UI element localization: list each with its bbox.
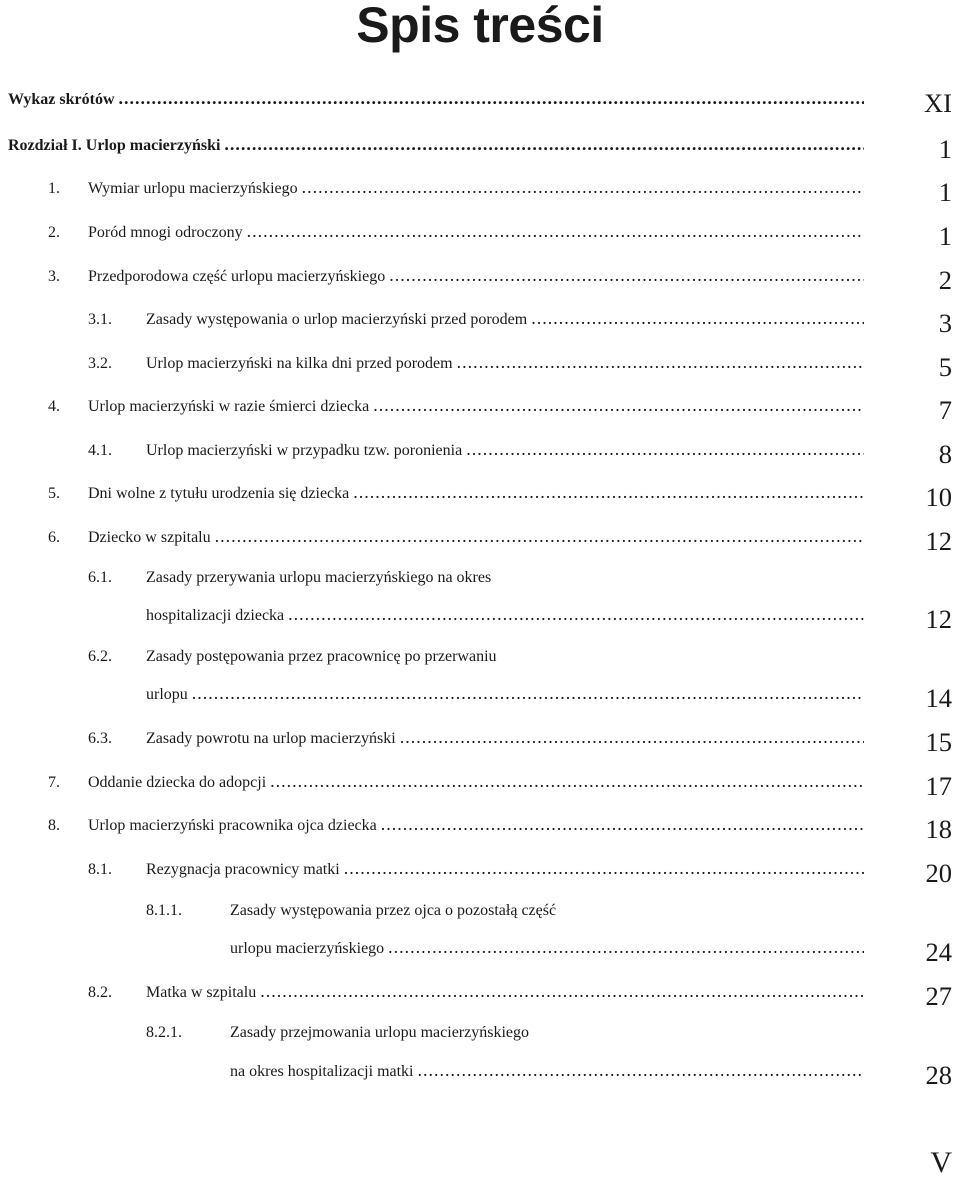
toc-entry-number: 6.2. <box>88 648 112 665</box>
toc-page-number: 1 <box>938 134 952 164</box>
toc-entry-number: 1. <box>48 180 60 197</box>
toc-entry-number: 7. <box>48 774 60 791</box>
toc-entry-title: urlopu <box>146 686 188 703</box>
toc-entry-number: 5. <box>48 485 60 502</box>
toc-entry-number: 3. <box>48 268 60 285</box>
toc-entry[interactable] <box>88 648 864 682</box>
toc-entry-number: 8.1. <box>88 861 112 878</box>
toc-entry-title: Urlop macierzyński w razie śmierci dziecka <box>88 398 370 415</box>
toc-page-number: 1 <box>938 221 952 251</box>
toc-page-number: 10 <box>925 482 952 512</box>
toc-page-number: 15 <box>925 727 952 757</box>
toc-entry-title: Rozdział I. Urlop macierzyński <box>8 137 221 154</box>
toc-entry[interactable] <box>146 1024 864 1058</box>
toc-page-number: 24 <box>925 937 952 967</box>
toc-page-number: 28 <box>925 1060 952 1090</box>
toc-page-number: XI <box>924 88 952 118</box>
toc-entry-title: Zasady występowania przez ojca o pozostałą część <box>230 902 557 919</box>
toc-entry-title: Rezygnacja pracownicy matki <box>146 861 340 878</box>
toc-entry-number: 6. <box>48 529 60 546</box>
toc-page-number: 2 <box>938 265 952 295</box>
toc-entry-title: Zasady powrotu na urlop macierzyński <box>146 730 396 747</box>
toc-entry-title: Poród mnogi odroczony <box>88 224 243 241</box>
toc-entry-title: Urlop macierzyński na kilka dni przed porodem <box>146 355 453 372</box>
toc-entry-title: na okres hospitalizacji matki <box>230 1063 414 1080</box>
toc-entry-number: 4.1. <box>88 442 112 459</box>
toc-entry[interactable] <box>88 569 864 603</box>
toc-page-number: 27 <box>925 981 952 1011</box>
toc-page-number: 3 <box>938 308 952 338</box>
toc-entry-title: Zasady występowania o urlop macierzyński przed porodem <box>146 311 528 328</box>
toc-entry-title: Oddanie dziecka do adopcji <box>88 774 267 791</box>
toc-entry-title: Urlop macierzyński w przypadku tzw. poronienia <box>146 442 463 459</box>
toc-entry-number: 2. <box>48 224 60 241</box>
toc-entry-number: 8.2.1. <box>146 1024 182 1041</box>
toc-page-number: 14 <box>925 683 952 713</box>
toc-page-number: 12 <box>925 526 952 556</box>
toc-entry-title: urlopu macierzyńskiego <box>230 940 385 957</box>
toc-entry-title: Zasady przejmowania urlopu macierzyńskiego <box>230 1024 529 1041</box>
toc-entry-title: Dziecko w szpitalu <box>88 529 211 546</box>
toc-entry-number: 4. <box>48 398 60 415</box>
toc-page-number: 18 <box>925 814 952 844</box>
toc-entry-title: Dni wolne z tytułu urodzenia się dziecka <box>88 485 350 502</box>
toc-page-number: 12 <box>925 604 952 634</box>
toc-page-number: 20 <box>925 858 952 888</box>
toc-page-number: 1 <box>938 177 952 207</box>
toc-entry-title: Przedporodowa część urlopu macierzyńskiego <box>88 268 386 285</box>
toc-entry-number: 6.3. <box>88 730 112 747</box>
toc-entry-title: Zasady postępowania przez pracownicę po przerwaniu <box>146 648 497 665</box>
toc-entry-number: 8.1.1. <box>146 902 182 919</box>
toc-entry-title: Urlop macierzyński pracownika ojca dziecka <box>88 817 377 834</box>
toc-entry-title: Matka w szpitalu <box>146 984 257 1001</box>
toc-page-number: 17 <box>925 771 952 801</box>
toc-entry-number: 8.2. <box>88 984 112 1001</box>
toc-entry-number: 3.1. <box>88 311 112 328</box>
toc-entry-title: hospitalizacji dziecka <box>146 607 285 624</box>
toc-page-number: 8 <box>938 439 952 469</box>
toc-page-number: 7 <box>938 395 952 425</box>
toc-entry-title: Zasady przerywania urlopu macierzyńskiego na okres <box>146 569 492 586</box>
toc-entry-number: 8. <box>48 817 60 834</box>
toc-entry-title: Wymiar urlopu macierzyńskiego <box>88 180 298 197</box>
page-folio-number: V <box>930 1146 952 1179</box>
toc-page-number: 5 <box>938 352 952 382</box>
toc-entry-number: 6.1. <box>88 569 112 586</box>
toc-entry-number: 3.2. <box>88 355 112 372</box>
toc-entry-title: Wykaz skrótów <box>8 91 115 108</box>
page-title: Spis treści <box>356 0 604 53</box>
toc-entry[interactable] <box>146 902 864 936</box>
